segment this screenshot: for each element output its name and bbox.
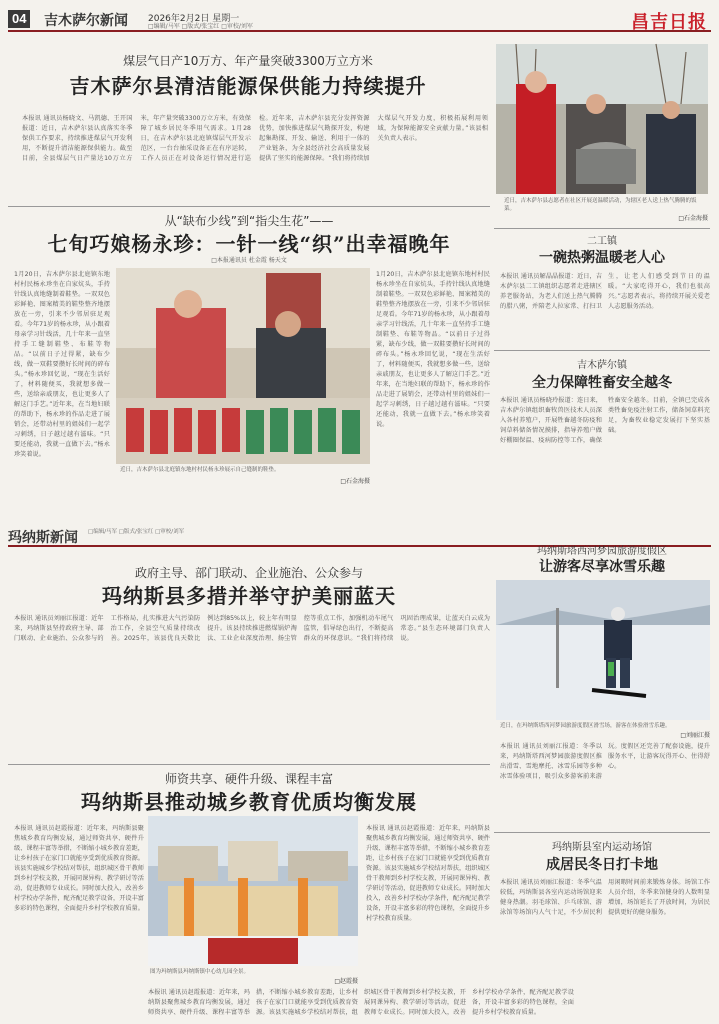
- story3-title: 一碗热粥温暖老人心: [539, 250, 665, 266]
- story1-title: 吉木萨尔县清洁能源保供能力持续提升: [69, 74, 427, 98]
- story7-photo: [148, 816, 358, 966]
- story6-title: 让游客尽享冰雪乐趣: [539, 559, 665, 575]
- divider: [494, 228, 710, 229]
- story5-kicker: 政府主导、部门联动、企业施治、公众参与: [134, 566, 363, 580]
- story2-body-col3: 1月20日，吉木萨尔县北庭镇东地村村民杨永珍坐在自家炕头，手持针线认真地缝制着鞋垫。一双双色彩鲜艳、图案精美的鞋垫整齐地摆放在一旁，引来不少邻居驻足观看。今年71岁的杨永珍，从小跟着母亲学习针线活，几十年来一直坚持手工缝制鞋垫、布鞋等物品。“以前日子过得紧，缺布少线，做一双鞋要攒好长时间的碎布头。”杨永珍回忆说，“现在生活好了，材料随便买，我就想多做一些，送给亲戚朋友，也让更多人了解这门手艺。”近年来，在当地妇联的帮助下，杨永珍的作品走进了展销会，还带动村里的姐妹们一起学习刺绣，日子越过越有滋味。“只要还能动，我就一直做下去。”杨永珍笑着说。: [376, 271, 490, 428]
- story3-kicker: 二工镇: [587, 236, 617, 247]
- story7-body-below-photo: 本报讯 通讯员赵霞报道：近年来，玛纳斯县聚焦城乡教育均衡发展，通过师资共享、硬件升级、课程丰富等举措，不断缩小城乡教育差距，让乡村孩子在家门口就能享受到优质教育资源。该县实施城乡学校结对帮扶，组织城区骨干教师到乡村学校支教，开展同课异构、教学研讨等活动，促进教师专业成长。同时加大投入，改善乡村学校办学条件，配齐配足教学设备，开设丰富多彩的特色课程，全面提升乡村学校教育质量。: [148, 989, 574, 1016]
- newspaper-logo: 昌吉日报: [631, 12, 707, 33]
- story2-photo-credit: □石金海摄: [340, 478, 370, 485]
- story3-body: 本报讯 通讯员解晶晶报道：近日，吉木萨尔县二工镇组织志愿者走进辖区养老服务站，为老人们送上热气腾腾的腊八粥，并陪老人拉家常、打扫卫生，让老人们感受到节日的温暖。“大家吃得开心，我们也很高兴。”志愿者表示，将持续开展关爱老人志愿服务活动。: [500, 273, 710, 310]
- story1-photo: [496, 44, 708, 194]
- story2-byline: □本报通讯员 杜金霞 杨天文: [211, 257, 287, 264]
- story2-photo: [116, 268, 370, 464]
- kindergarten-campus-image: [148, 816, 358, 966]
- story8-title: 成居民冬日打卡地: [546, 857, 658, 873]
- page-header: [8, 8, 711, 32]
- divider: [494, 832, 710, 833]
- story7-body-col3: 本报讯 通讯员赵霞报道：近年来，玛纳斯县聚焦城乡教育均衡发展，通过师资共享、硬件升级、课程丰富等举措，不断缩小城乡教育差距，让乡村孩子在家门口就能享受到优质教育资源。该县实施城乡学校结对帮扶，组织城区骨干教师到乡村学校支教，开展同课异构、教学研讨等活动，促进教师专业成长。同时加大投入，改善乡村学校办学条件，配齐配足教学设备，开设丰富多彩的特色课程，全面提升乡村学校教育质量。: [366, 825, 490, 922]
- story1-kicker: 煤层气日产10万方、年产量突破3300万立方米: [123, 54, 373, 68]
- story1-photo-caption: 近日，吉木萨尔县志愿者在社区开展送温暖活动，为辖区老人送上热气腾腾的饭菜。: [504, 198, 697, 212]
- divider: [8, 764, 490, 765]
- story7-kicker: 师资共享、硬件升级、课程丰富: [164, 772, 333, 786]
- skier-on-slope-image: [496, 580, 710, 720]
- story6-kicker: 玛纳斯塔西河梦园旅游度假区: [537, 546, 667, 557]
- section2-editor-credits: □编辑/马军 □版式/张宝红 □审校/刘军: [88, 529, 185, 535]
- story2-title: 七旬巧娘杨永珍：一针一线“织”出幸福晚年: [47, 232, 451, 256]
- story5-body: 本报讯 通讯员刘丽江报道：近年来，玛纳斯县坚持政府主导、部门联动、企业施治、公众参与的工作格局，扎实推进大气污染防治工作，全县空气质量持续改善。2025年，该县优良天数比例达到85%以上，较上年有明显提升。该县持续推进燃煤锅炉淘汰、工业企业深度治理、扬尘管控等重点工作，加强机动车尾气监管，倡导绿色出行，不断提高群众的环保意识。“我们将持续巩固治理成果，让蓝天白云成为常态。”县生态环境部门负责人说。: [14, 615, 490, 642]
- divider: [494, 350, 710, 351]
- story6-photo-caption: 近日，在玛纳斯塔西河梦园旅游度假区滑雪场，游客在体验滑雪乐趣。: [500, 723, 671, 729]
- story7-photo-caption: 图为玛纳斯县玛纳斯镇中心幼儿园全景。: [150, 969, 250, 975]
- woman-sewing-insoles-image: [116, 268, 370, 464]
- story4-kicker: 吉木萨尔镇: [577, 360, 627, 371]
- divider: [8, 206, 490, 207]
- story4-title: 全力保障牲畜安全越冬: [532, 375, 672, 391]
- issue-date: 2026年2月2日 星期一: [148, 14, 240, 24]
- story1-body: 本报讯 通讯员杨晓文、马凯德、王开国报道：近日，吉木萨尔县认真落实冬季保供工作要求，持续推进煤层气开发利用，不断提升清洁能源保供能力。截至目前，全县煤层气日产量达10万立方米，年产量突破3300万立方米，有效保障了城乡居民冬季用气需求。1月28日，在吉木萨尔县北庭镇煤层气开发示范区，一台台抽采设备正在有序运转，工作人员正在对设备运行情况进行巡检。近年来，吉木萨尔县充分发挥资源优势，加快推进煤层气勘探开发，构建起集勘探、开发、输送、利用于一体的产业链条，为全县经济社会高质量发展提供了坚实的能源保障。“我们将持续加大煤层气开发力度，积极拓展利用领域，为保障能源安全贡献力量。”该县相关负责人表示。: [22, 115, 488, 162]
- editor-credits: □编辑/马军 □版式/张宝红 □审校/刘军: [148, 23, 253, 30]
- story5-title: 玛纳斯县多措并举守护美丽蓝天: [102, 584, 396, 608]
- volunteers-serving-food-image: [496, 44, 708, 194]
- page-number: 04: [8, 10, 30, 28]
- section2-title: 玛纳斯新闻: [8, 530, 78, 546]
- story2-body-col1: 1月20日，吉木萨尔县北庭镇东地村村民杨永珍坐在自家炕头，手持针线认真地缝制着鞋垫。一双双色彩鲜艳、图案精美的鞋垫整齐地摆放在一旁，引来不少邻居驻足观看。今年71岁的杨永珍，从小跟着母亲学习针线活，几十年来一直坚持手工缝制鞋垫、布鞋等物品。“以前日子过得紧，缺布少线，做一双鞋要攒好长时间的碎布头。”杨永珍回忆说，“现在生活好了，材料随便买，我就想多做一些，送给亲戚朋友，也让更多人了解这门手艺。”近年来，在当地妇联的帮助下，杨永珍的作品走进了展销会，还带动村里的姐妹们一起学习刺绣，日子越过越有滋味。“只要还能动，我就一直做下去。”杨永珍笑着说。: [14, 271, 110, 458]
- story8-body: 本报讯 通讯员刘丽江报道：冬季气温较低，玛纳斯县各室内运动场馆迎来健身热潮。羽毛球馆、乒乓球馆、游泳馆等场馆内人气十足，不少居民利用闲暇时间前来锻炼身体。场馆工作人员介绍，冬季来馆健身的人数明显增加，场馆延长了开放时间，为居民提供更好的健身服务。: [500, 879, 710, 916]
- story4-body: 本报讯 通讯员杨晓玲报道：连日来，吉木萨尔镇组织畜牧兽医技术人员深入各村养殖户，开展牲畜越冬防疫和饲草料储备情况摸排，指导养殖户做好棚圈保温、疫病防控等工作，确保牲畜安全越冬。目前，全镇已完成各类牲畜免疫注射工作，储备饲草料充足，为畜牧业稳定发展打下坚实基础。: [500, 397, 710, 444]
- story7-title: 玛纳斯县推动城乡教育优质均衡发展: [81, 790, 417, 814]
- story6-photo: [496, 580, 710, 720]
- story1-photo-credit: □石金海摄: [678, 215, 708, 222]
- story6-body: 本报讯 通讯员刘丽江报道：冬季以来，玛纳斯塔西河梦园旅游度假区推出滑雪、雪地摩托、冰雪乐园等多种冰雪体验项目，吸引众多游客前来游玩。度假区还完善了配套设施，提升服务水平，让游客玩得开心、住得舒心。: [500, 743, 710, 780]
- story8-kicker: 玛纳斯县室内运动场馆: [552, 842, 652, 853]
- story2-photo-caption: 近日，吉木萨尔县北庭镇东地村村民杨永珍展示自己缝制的鞋垫。: [120, 467, 280, 473]
- section-title: 吉木萨尔新闻: [44, 13, 128, 29]
- story6-photo-credit: □刘丽江摄: [680, 732, 710, 739]
- story7-photo-credit: □赵霞摄: [334, 978, 358, 985]
- story7-body-col1: 本报讯 通讯员赵霞报道：近年来，玛纳斯县聚焦城乡教育均衡发展，通过师资共享、硬件升级、课程丰富等举措，不断缩小城乡教育差距，让乡村孩子在家门口就能享受到优质教育资源。该县实施城乡学校结对帮扶，组织城区骨干教师到乡村学校支教，开展同课异构、教学研讨等活动，促进教师专业成长。同时加大投入，改善乡村学校办学条件，配齐配足教学设备，开设丰富多彩的特色课程，全面提升乡村学校教育质量。: [14, 825, 144, 912]
- story2-kicker: 从“缺布少线”到“指尖生花”——: [164, 214, 334, 228]
